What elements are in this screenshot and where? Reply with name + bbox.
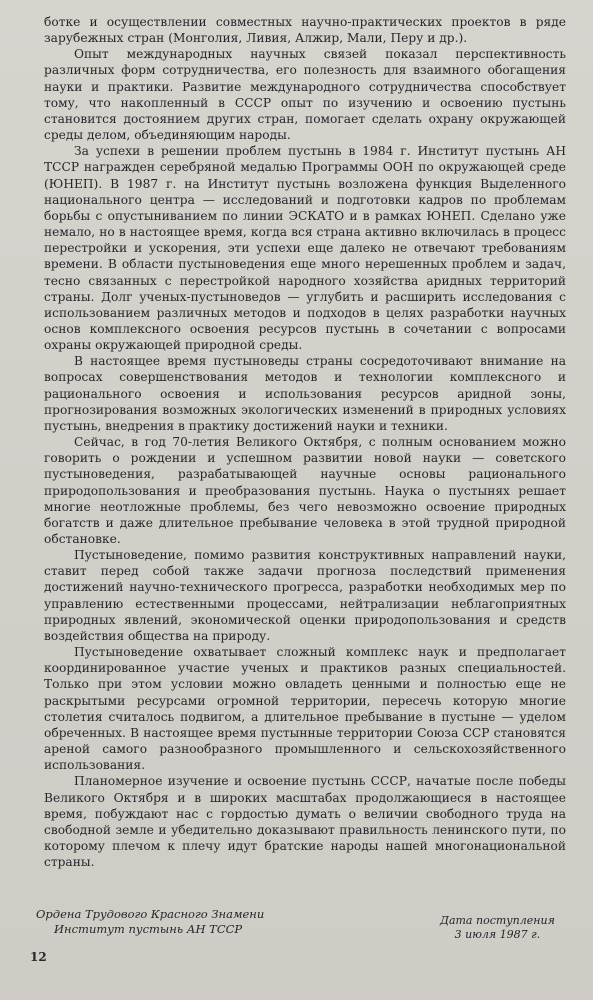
paragraph-1: ботке и осуществлении совместных научно-практических проектов в ряде зарубежных стран (Монголия, Ливия, Алжир, Мали, Перу и др.). <box>44 15 566 46</box>
page-number: 12 <box>30 950 47 964</box>
received-label: Дата поступления <box>440 914 555 927</box>
paragraph-4: В настоящее время пустыноведы страны сосредоточивают внимание на вопросах совершенствования методов и технологии комплексного и рационального освоения и использования ресурсов аридной зоны, прогнозирования возможных экологических изменений в природных условиях пустынь, внедрения в практику достижений науки и техники. <box>44 354 566 433</box>
paragraph-3: За успехи в решении проблем пустынь в 1984 г. Институт пустынь АН ТССР награжден серебряной медалью Программы ООН по окружающей среде (ЮНЕП). В 1987 г. на Институт пустынь возложена функция Выделенного национального центра — исследований и подготовки кадров по проблемам борьбы с опустыниванием по линии ЭСКАТО и в рамках ЮНЕП. Сделано уже немало, но в настоящее время, когда вся страна активно включилась в процесс перестройки и ускорения, эти успехи еще далеко не отвечают требованиям времени. В области пустыноведения еще много нерешенных проблем и задач, тесно связанных с перестройкой народного хозяйства аридных территорий страны. Долг ученых-пустыноведов — углубить и расширить исследования с использованием различных методов и подходов в целях разработки научных основ комплексного освоения ресурсов пустынь в сочетании с вопросами охраны окружающей природной среды. <box>44 144 566 353</box>
institution-signature <box>36 907 264 937</box>
paragraph-7: Пустыноведение охватывает сложный комплекс наук и предполагает координированное участие ученых и практиков разных специальностей. Только при этом условии можно овладеть ценными и полностью еще не раскрытыми ресурсами огромной территории, пересечь которую многие столетия считалось подвигом, а длительное пребывание в пустыне — уделом обреченных. В настоящее время пустынные территории Союза ССР становятся ареной самого разнообразного промышленного и сельскохозяйственного использования. <box>44 645 566 773</box>
paragraph-6: Пустыноведение, помимо развития конструктивных направлений науки, ставит перед собой также задачи прогноза последствий применения достижений научно-технического прогресса, разработки необходимых мер по управлению естественными процессами, нейтрализации неблагоприятных природных явлений, экономической оценки природопользования и средств воздействия общества на природу. <box>44 548 566 643</box>
received-date: 3 июля 1987 г. <box>454 928 541 941</box>
paragraph-5: Сейчас, в год 70-летия Великого Октября, с полным основанием можно говорить о рождении и успешном развитии новой науки — советского пустыноведения, разрабатывающей научные основы рационального природопользования и преобразования пустынь. Наука о пустынях решает многие неотложные проблемы, без чего невозможно освоение природных богатств и даже длительное пребывание человека в этой трудной природной обстановке. <box>44 435 566 546</box>
body-text <box>44 14 566 870</box>
paragraph-8: Планомерное изучение и освоение пустынь СССР, начатые после победы Великого Октября и в широких масштабах продолжающиеся в настоящее время, побуждают нас с гордостью думать о величии свободного труда на свободной земле и убедительно доказывают правильность ленинского пути, по которому плечом к плечу идут братские народы нашей многонациональной страны. <box>44 774 566 870</box>
received-date-block <box>440 914 555 942</box>
paragraph-2: Опыт международных научных связей показал перспективность различных форм сотрудничества, его полезность для взаимного обогащения науки и практики. Развитие международного сотрудничества способствует тому, что накопленный в СССР опыт по изучению и освоению пустынь становится достоянием других стран, помогает сделать охрану окружающей среды делом, объединяющим народы. <box>44 47 566 143</box>
institution-line-2: Институт пустынь АН ТССР <box>54 922 243 936</box>
institution-line-1: Ордена Трудового Красного Знамени <box>36 907 265 921</box>
